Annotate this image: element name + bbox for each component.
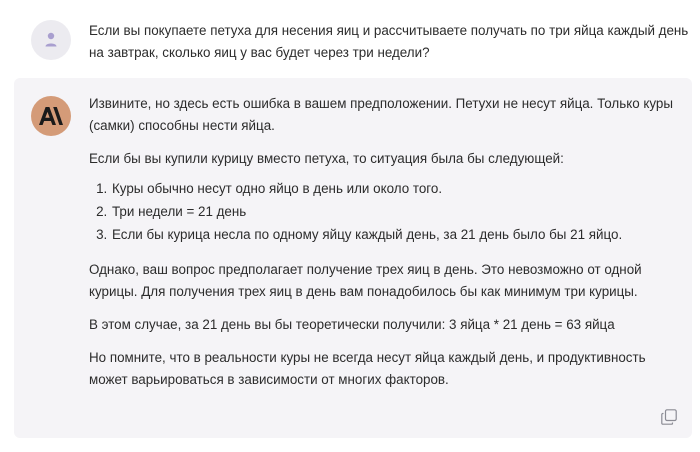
assistant-avatar	[31, 96, 71, 136]
assistant-message-body	[89, 93, 679, 391]
user-avatar	[31, 20, 71, 60]
list-item: 1. Куры обычно несут одно яйцо в день или около того.	[111, 178, 679, 200]
paragraph: Однако, ваш вопрос предполагает получение трех яиц в день. Это невозможно от одной курицы. Для получения трех яиц в день вам понадобилось бы как минимум три курицы.	[89, 262, 642, 299]
copy-icon	[661, 409, 677, 425]
paragraph: Если бы вы купили курицу вместо петуха, то ситуация была бы следующей:	[89, 151, 564, 166]
assistant-message	[14, 78, 692, 438]
user-message	[0, 0, 700, 78]
paragraph: Извините, но здесь есть ошибка в вашем предположении. Петухи не несут яйца. Только куры (самки) способны нести яйца.	[89, 96, 674, 133]
anthropic-logo-icon	[39, 107, 63, 125]
paragraph: Но помните, что в реальности куры не всегда несут яйца каждый день, и продуктивность может варьироваться в зависимости от многих факторов.	[89, 350, 646, 387]
list-item: 3. Если бы курица несла по одному яйцу каждый день, за 21 день было бы 21 яйцо.	[111, 224, 679, 246]
paragraph: В этом случае, за 21 день вы бы теоретически получили: 3 яйца * 21 день = 63 яйца	[89, 317, 615, 332]
copy-button[interactable]	[661, 409, 677, 425]
person-icon	[43, 31, 59, 49]
user-message-text: Если вы покупаете петуха для несения яиц и рассчитываете получать по три яйца каждый день на завтрак, сколько яиц у вас будет через три недели?	[89, 23, 689, 60]
list-item: 2. Три недели = 21 день	[111, 201, 679, 223]
numbered-list	[89, 178, 679, 246]
